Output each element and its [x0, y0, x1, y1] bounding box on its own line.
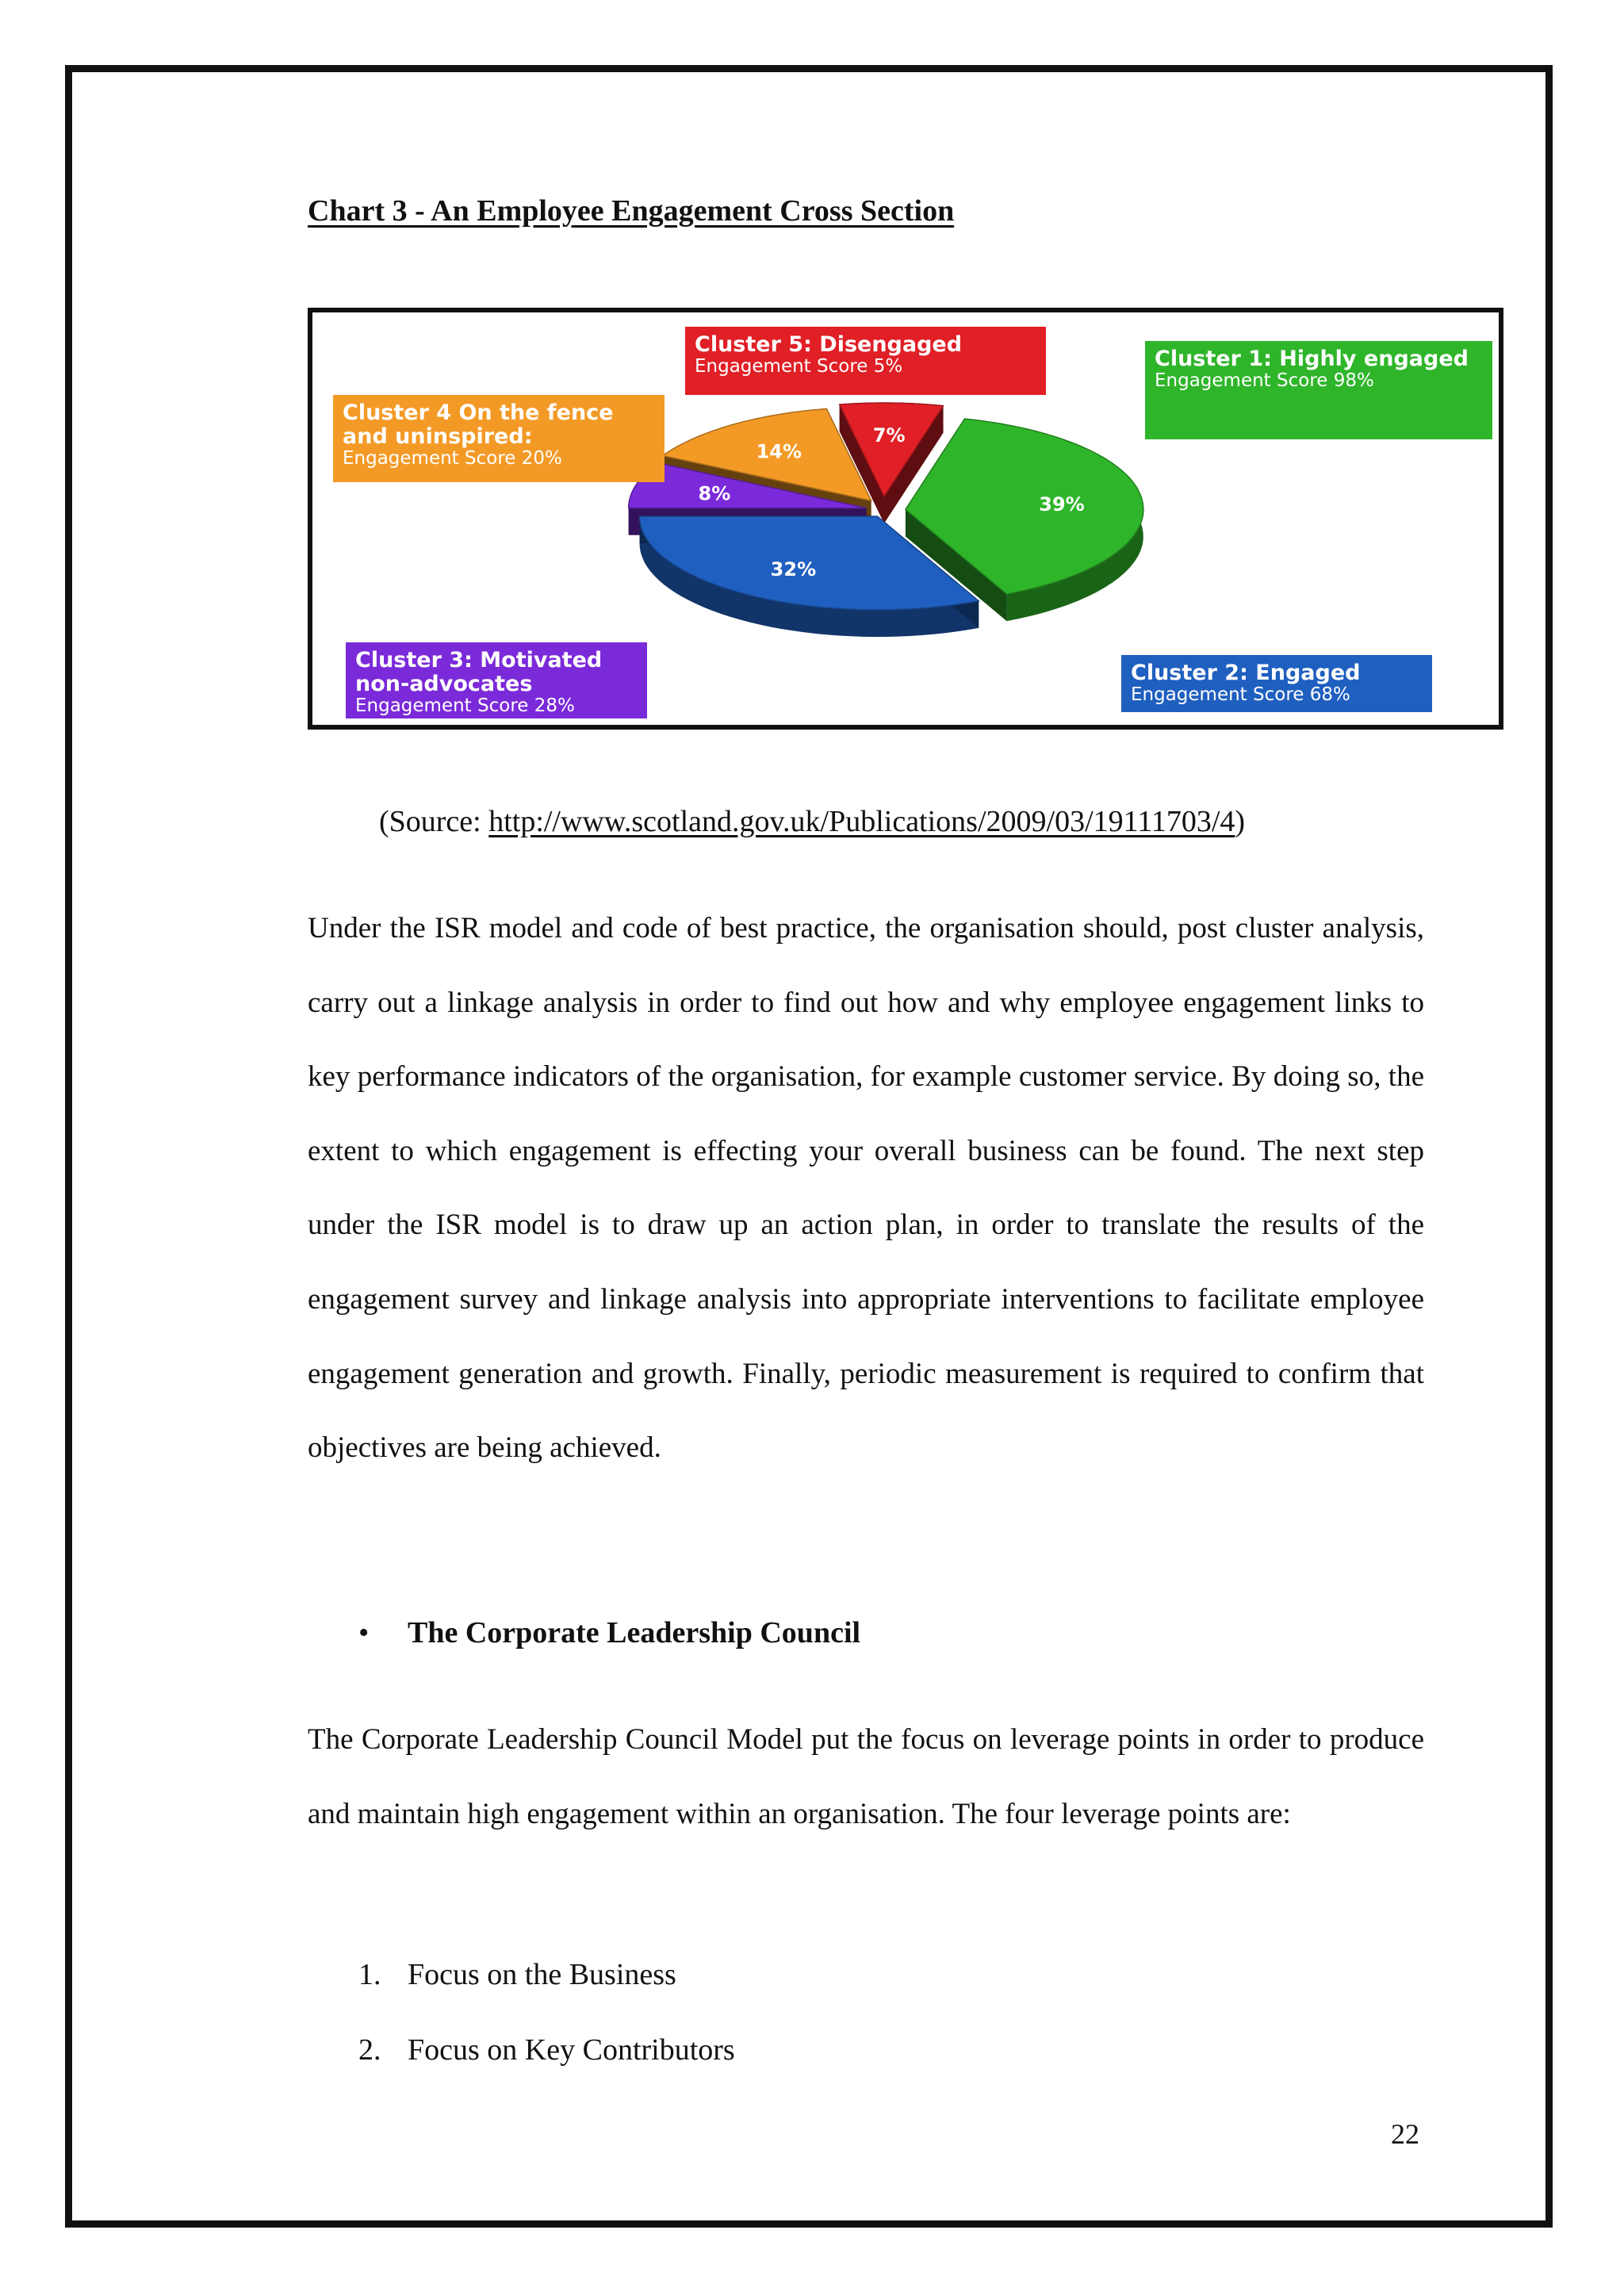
pie-data-label-3: 8% — [698, 482, 731, 505]
pie-data-label-1: 39% — [1039, 493, 1085, 516]
chart-figure — [308, 308, 1503, 730]
list-item — [358, 1957, 676, 1992]
pie-data-label-2: 32% — [770, 557, 817, 580]
body-paragraph-clc: The Corporate Leadership Council Model put the focus on leverage points in order to produce and maintain high engagement within an organisation. The four leverage points are: — [308, 1723, 1424, 1830]
legend-cluster-3 — [346, 642, 647, 718]
legend-cluster-4-score: Engagement Score 20% — [343, 448, 562, 469]
section-heading: The Corporate Leadership Council — [408, 1616, 861, 1649]
list-item-number: 1. — [358, 1958, 381, 1991]
list-item-text: Focus on Key Contributors — [408, 2033, 735, 2067]
source-citation — [0, 804, 1624, 839]
legend-cluster-4 — [333, 395, 665, 482]
list-item — [358, 2033, 735, 2067]
legend-cluster-5 — [685, 327, 1046, 395]
source-link[interactable]: http://www.scotland.gov.uk/Publications/2009/03/19111703/4 — [488, 805, 1235, 838]
legend-cluster-5-name: Cluster 5: Disengaged — [695, 332, 963, 357]
bullet-icon: • — [358, 1616, 370, 1649]
legend-cluster-3-name: Cluster 3: Motivated non-advocates — [355, 648, 603, 697]
legend-cluster-2-name: Cluster 2: Engaged — [1131, 661, 1361, 685]
legend-cluster-1-score: Engagement Score 98% — [1155, 370, 1374, 392]
legend-cluster-2 — [1121, 655, 1432, 712]
pie-data-label-5: 7% — [872, 424, 906, 447]
list-item-text: Focus on the Business — [408, 1958, 676, 1991]
legend-cluster-4-name: Cluster 4 On the fence and uninspired: — [343, 400, 614, 450]
source-suffix: ) — [1235, 805, 1246, 838]
legend-cluster-1-name: Cluster 1: Highly engaged — [1155, 347, 1469, 371]
body-paragraph-isr: Under the ISR model and code of best practice, the organisation should, post cluster analysis, carry out a linkage analysis in order to find out how and why employee engagement links to key performance indicators of the organisation, for example customer service. By doing so, the extent to which engagement is effecting your overall business can be found. The next step under the ISR model is to draw up an action plan, in order to translate the results of the engagement survey and linkage analysis into appropriate interventions to facilitate employee engagement generation and growth. Finally, periodic measurement is required to confirm that objectives are being achieved. — [308, 912, 1424, 1465]
pie-data-label-4: 14% — [756, 440, 802, 463]
source-prefix: (Source: — [378, 805, 489, 838]
legend-cluster-5-score: Engagement Score 5% — [695, 356, 903, 377]
legend-cluster-1 — [1145, 341, 1492, 439]
legend-cluster-2-score: Engagement Score 68% — [1131, 684, 1350, 706]
list-item-number: 2. — [358, 2033, 381, 2067]
legend-cluster-3-score: Engagement Score 28% — [355, 695, 575, 717]
chart-title: Chart 3 - An Employee Engagement Cross Section — [308, 194, 955, 228]
page-number: 22 — [1391, 2118, 1419, 2150]
